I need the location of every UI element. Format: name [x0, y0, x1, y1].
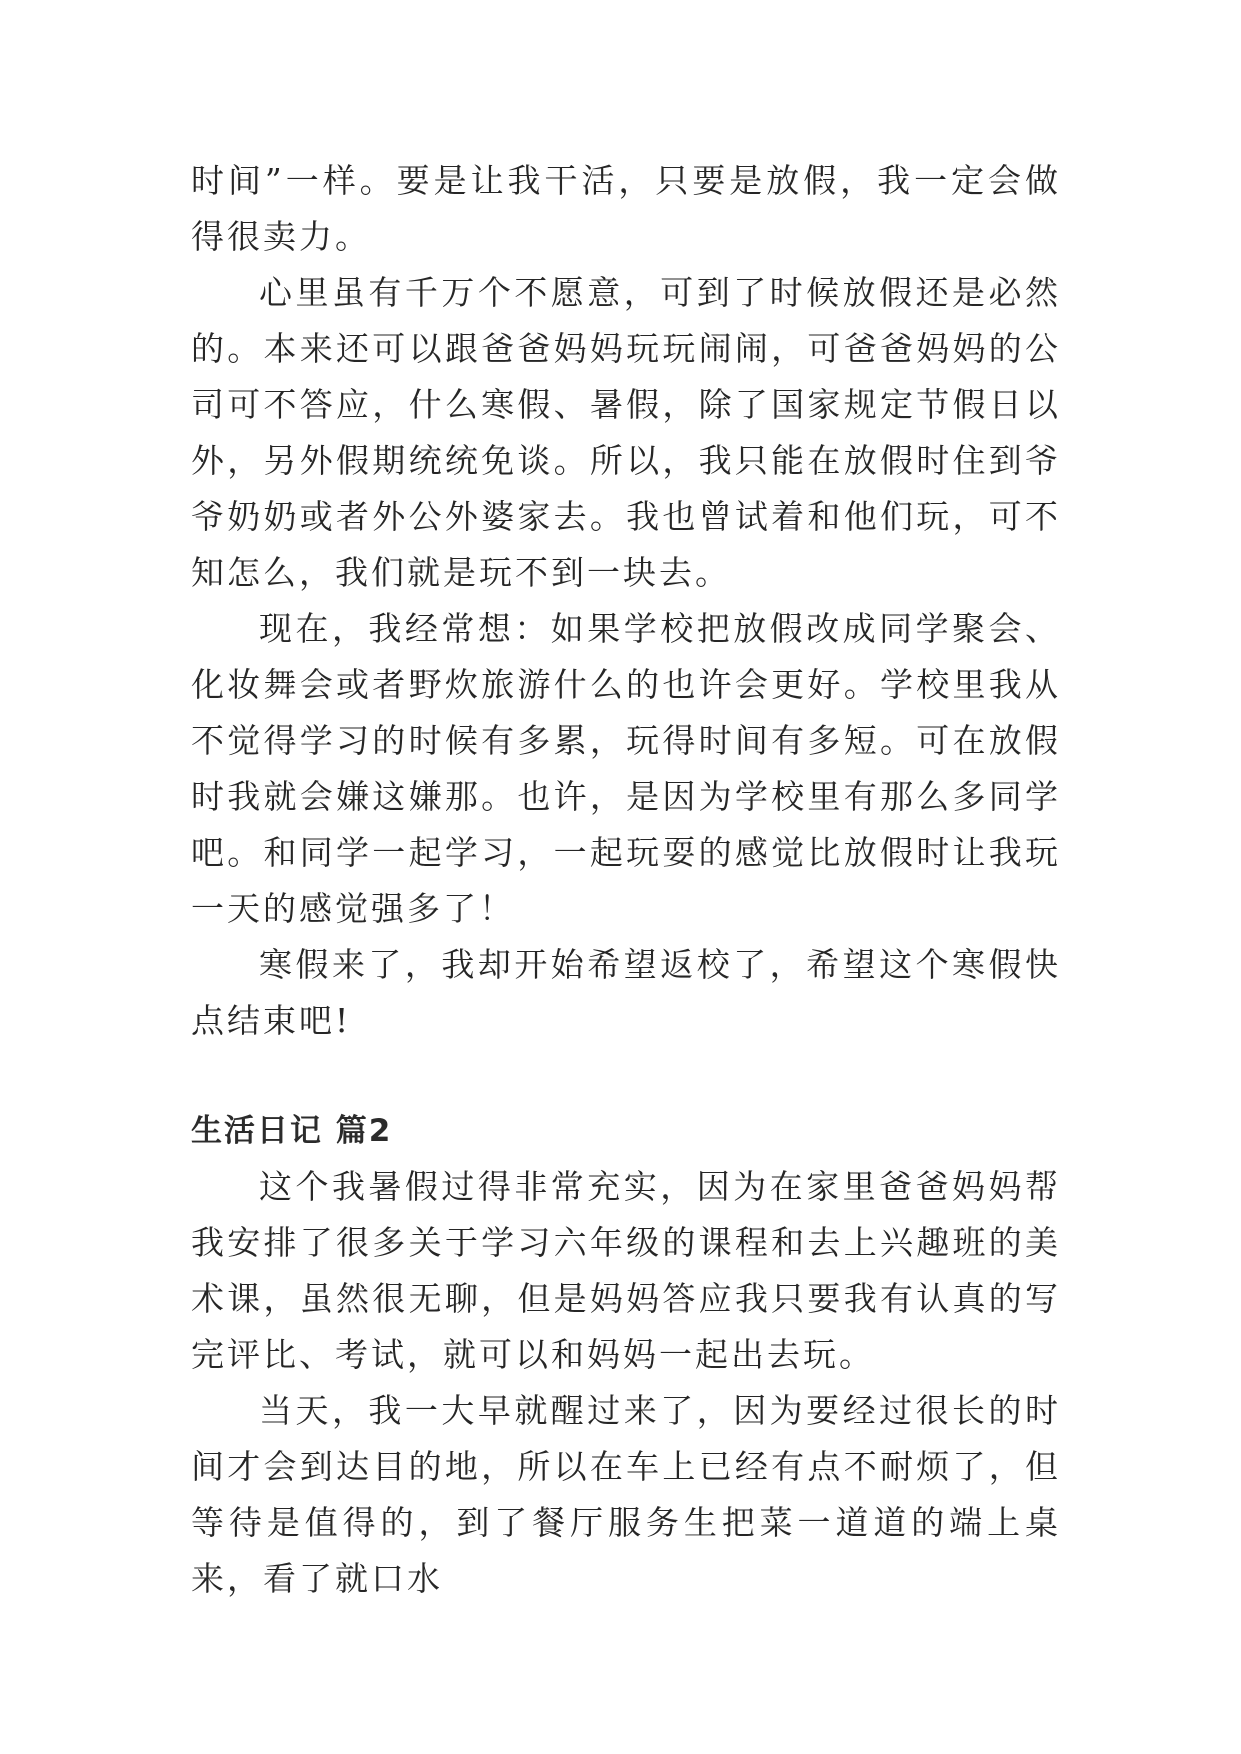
document-body: [191, 153, 1061, 1607]
paragraph: 寒假来了，我却开始希望返校了，希望这个寒假快点结束吧!: [191, 945, 1061, 1040]
paragraph: 心里虽有千万个不愿意，可到了时候放假还是必然的。本来还可以跟爸爸妈妈玩玩闹闹，可爸爸妈妈的公司可不答应，什么寒假、暑假，除了国家规定节假日以外，另外假期统统免谈。所以，我只能在放假时住到爷爷奶奶或者外公外婆家去。我也曾试着和他们玩，可不知怎么，我们就是玩不到一块去。: [191, 273, 1061, 592]
paragraph: 当天，我一大早就醒过来了，因为要经过很长的时间才会到达目的地，所以在车上已经有点不耐烦了，但等待是值得的，到了餐厅服务生把菜一道道的端上桌来，看了就口水: [191, 1391, 1061, 1598]
paragraph: 现在，我经常想：如果学校把放假改成同学聚会、化妆舞会或者野炊旅游什么的也许会更好。学校里我从不觉得学习的时候有多累，玩得时间有多短。可在放假时我就会嫌这嫌那。也许，是因为学校里有那么多同学吧。和同学一起学习，一起玩耍的感觉比放假时让我玩一天的感觉强多了！: [191, 609, 1061, 928]
section-heading: 生活日记 篇2: [191, 1113, 393, 1149]
paragraph: 这个我暑假过得非常充实，因为在家里爸爸妈妈帮我安排了很多关于学习六年级的课程和去上兴趣班的美术课，虽然很无聊，但是妈妈答应我只要我有认真的写完评比、考试，就可以和妈妈一起出去玩。: [191, 1167, 1061, 1374]
paragraph-continued: 时间”一样。要是让我干活，只要是放假，我一定会做得很卖力。: [191, 161, 1061, 256]
